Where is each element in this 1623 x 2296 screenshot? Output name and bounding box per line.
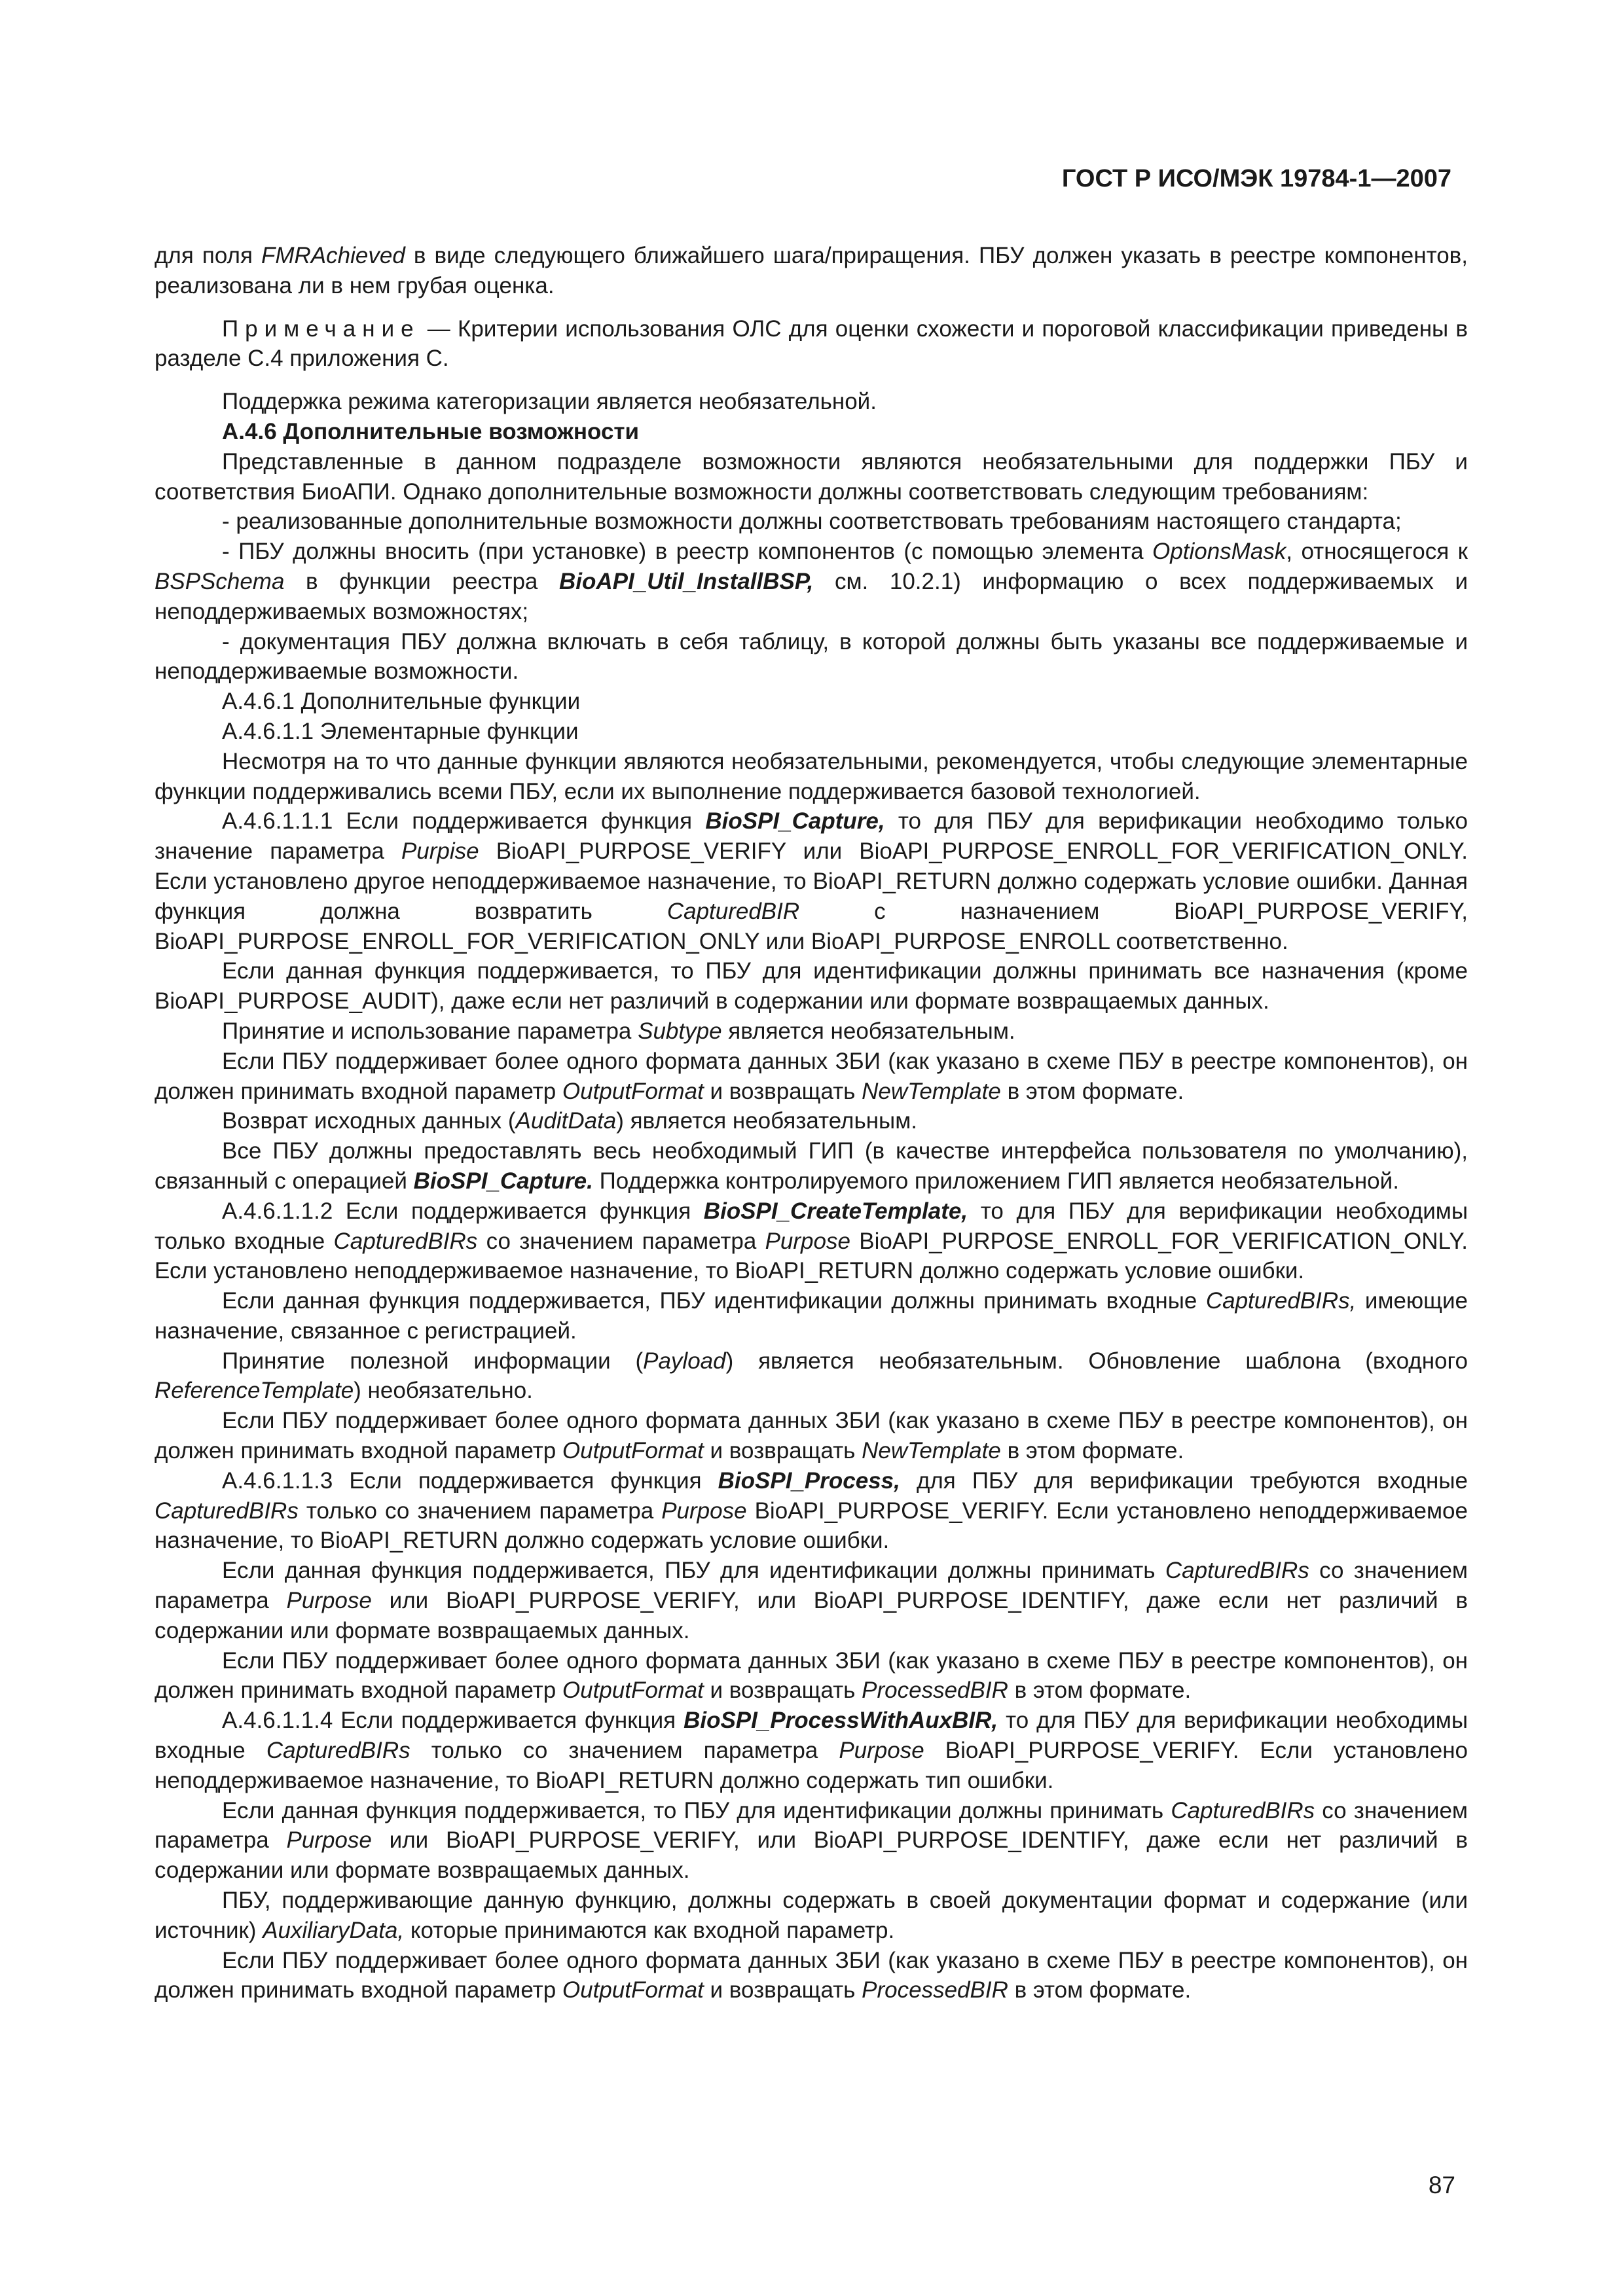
paragraph: Несмотря на то что данные функции являются необязательными, рекомендуется, чтобы следующие элементарные функции поддерживались всеми ПБУ, если их выполнение поддерживается базовой технологией.	[155, 748, 1468, 804]
paragraph: Принятие и использование параметра Subtype является необязательным.	[222, 1018, 1015, 1044]
list-item: - документация ПБУ должна включать в себя таблицу, в которой должны быть указаны все поддерживаемые и неподдерживаемые возможности.	[155, 628, 1468, 685]
paragraph: Если ПБУ поддерживает более одного формата данных ЗБИ (как указано в схеме ПБУ в реестре компонентов), он должен принимать входной параметр OutputFormat и возвращать ProcessedBIR в этом формате.	[155, 1647, 1468, 1704]
subsection-heading: A.4.6.1 Дополнительные функции	[222, 689, 581, 715]
clause-paragraph: A.4.6.1.1.1 Если поддерживается функция BioSPI_Capture, то для ПБУ для верификации необходимо только значение параметра Purpise BioAPI_PURPOSE_VERIFY или BioAPI_PURPOSE_ENROLL_FOR_VERIFICATION_ONLY. Если установлено другое неподдерживаемое назначение, то BioAPI_RETURN должно содержать условие ошибки. Данная функция должна возвратить CapturedBIR с назначением BioAPI_PURPOSE_VERIFY, BioAPI_PURPOSE_ENROLL_FOR_VERIFICATION_ONLY или BioAPI_PURPOSE_ENROLL соответственно.	[155, 808, 1468, 954]
section-heading: A.4.6 Дополнительные возможности	[222, 418, 640, 444]
paragraph: Если ПБУ поддерживает более одного формата данных ЗБИ (как указано в схеме ПБУ в реестре компонентов), он должен принимать входной параметр OutputFormat и возвращать NewTemplate в этом формате.	[155, 1048, 1468, 1104]
paragraph: Если данная функция поддерживается, то ПБУ для идентификации должны принимать все назначения (кроме BioAPI_PURPOSE_AUDIT), даже если нет различий в содержании или формате возвращаемых данных.	[155, 958, 1468, 1014]
paragraph: Принятие полезной информации (Payload) является необязательным. Обновление шаблона (входного ReferenceTemplate) необязательно.	[155, 1348, 1468, 1404]
paragraph: Поддержка режима категоризации является необязательной.	[222, 389, 877, 415]
clause-paragraph: A.4.6.1.1.4 Если поддерживается функция BioSPI_ProcessWithAuxBIR, то для ПБУ для верификации необходимы входные CapturedBIRs только со значением параметра Purpose BioAPI_PURPOSE_VERIFY. Если установлено неподдерживаемое назначение, то BioAPI_RETURN должно содержать тип ошибки.	[155, 1708, 1468, 1793]
paragraph: Если данная функция поддерживается, ПБУ для идентификации должны принимать CapturedBIRs со значением параметра Purpose или BioAPI_PURPOSE_VERIFY, или BioAPI_PURPOSE_IDENTIFY, даже если нет различий в содержании или формате возвращаемых данных.	[155, 1558, 1468, 1643]
document-header: ГОСТ Р ИСО/МЭК 19784-1—2007	[1061, 165, 1451, 192]
paragraph: Возврат исходных данных (AuditData) является необязательным.	[222, 1108, 917, 1134]
paragraph: ПБУ, поддерживающие данную функцию, должны содержать в своей документации формат и содержание (или источник) AuxiliaryData, которые принимаются как входной параметр.	[155, 1888, 1468, 1943]
paragraph: Если данная функция поддерживается, то ПБУ для идентификации должны принимать CapturedBIRs со значением параметра Purpose или BioAPI_PURPOSE_VERIFY, или BioAPI_PURPOSE_IDENTIFY, даже если нет различий в содержании или формате возвращаемых данных.	[155, 1797, 1468, 1884]
paragraph: Все ПБУ должны предоставлять весь необходимый ГИП (в качестве интерфейса пользователя по умолчанию), связанный с операцией BioSPI_Capture. Поддержка контролируемого приложением ГИП является необязательной.	[155, 1138, 1468, 1194]
paragraph: для поля FMRAchieved в виде следующего ближайшего шага/приращения. ПБУ должен указать в реестре компонентов, реализована ли в нем грубая оценка.	[155, 243, 1468, 298]
paragraph: Если ПБУ поддерживает более одного формата данных ЗБИ (как указано в схеме ПБУ в реестре компонентов), он должен принимать входной параметр OutputFormat и возвращать NewTemplate в этом формате.	[155, 1408, 1468, 1464]
subsection-heading: A.4.6.1.1 Элементарные функции	[222, 718, 579, 744]
clause-paragraph: A.4.6.1.1.2 Если поддерживается функция BioSPI_CreateTemplate, то для ПБУ для верификации необходимы только входные CapturedBIRs со значением параметра Purpose BioAPI_PURPOSE_ENROLL_FOR_VERIFICATION_ONLY. Если установлено неподдерживаемое назначение, то BioAPI_RETURN должно содержать условие ошибки.	[155, 1198, 1468, 1284]
paragraph: Если данная функция поддерживается, ПБУ идентификации должны принимать входные CapturedBIRs, имеющие назначение, связанное с регистрацией.	[155, 1288, 1468, 1344]
page-number: 87	[1428, 2172, 1455, 2198]
paragraph: Представленные в данном подразделе возможности являются необязательными для поддержки ПБУ и соответствия БиоАПИ. Однако дополнительные возможности должны соответствовать следующим требованиям:	[155, 448, 1468, 505]
note-paragraph: Примечание — Критерии использования ОЛС для оценки схожести и пороговой классификации приведены в разделе С.4 приложения С.	[155, 315, 1468, 372]
list-item: - реализованные дополнительные возможности должны соответствовать требованиям настоящего стандарта;	[222, 509, 1402, 535]
page-body	[155, 241, 1468, 2005]
list-item: - ПБУ должны вносить (при установке) в реестр компонентов (с помощью элемента OptionsMask, относящегося к BSPSchema в функции реестра BioAPI_Util_InstallBSP, см. 10.2.1) информацию о всех поддерживаемых и неподдерживаемых возможностях;	[155, 539, 1468, 624]
note-label: Примечание	[222, 315, 420, 342]
paragraph: Если ПБУ поддерживает более одного формата данных ЗБИ (как указано в схеме ПБУ в реестре компонентов), он должен принимать входной параметр OutputFormat и возвращать ProcessedBIR в этом формате.	[155, 1947, 1468, 2003]
clause-paragraph: A.4.6.1.1.3 Если поддерживается функция BioSPI_Process, для ПБУ для верификации требуются входные CapturedBIRs только со значением параметра Purpose BioAPI_PURPOSE_VERIFY. Если установлено неподдерживаемое назначение, то BioAPI_RETURN должно содержать условие ошибки.	[155, 1467, 1468, 1554]
